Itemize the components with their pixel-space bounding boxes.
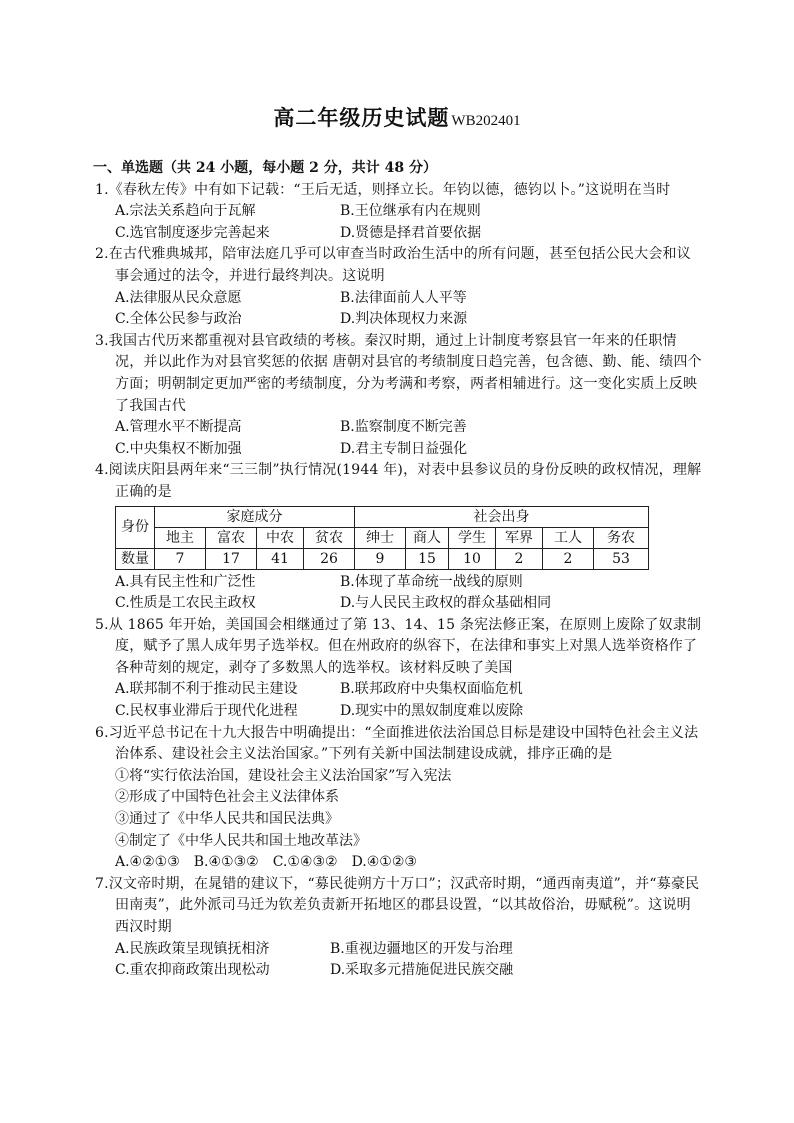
option-a: A.民族政策呈现镇抚相济 xyxy=(115,940,270,957)
table-column-header: 地主 xyxy=(155,527,206,548)
option-c: C.选官制度逐步完善起来 xyxy=(115,224,270,241)
option-d: D.君主专制日益强化 xyxy=(340,440,468,457)
question-4 xyxy=(95,460,705,614)
question-6 xyxy=(95,723,705,874)
option-a: A.法律服从民众意愿 xyxy=(115,289,242,306)
exam-title-text: 高二年级历史试题 xyxy=(273,105,450,130)
section-heading: 一、单选题（共 24 小题，每小题 2 分，共计 48 分） xyxy=(93,160,437,176)
option-b: B.王位继承有内在规则 xyxy=(340,203,481,220)
statement-list xyxy=(95,766,705,852)
option-a: A.宗法关系趋向于瓦解 xyxy=(115,203,256,220)
table-column-header: 务农 xyxy=(594,527,649,548)
question-stem: 2.在古代雅典城邦，陪审法庭几乎可以审查当时政治生活中的所有问题，甚至包括公民大会和议事会通过的法令，并进行最终判决。这说明 xyxy=(95,246,691,284)
table-column-header: 工人 xyxy=(543,527,594,548)
question-stem: 1.《春秋左传》中有如下记载：“王后无适，则择立长。年钧以德，德钧以卜。”这说明在当时 xyxy=(95,181,671,198)
exam-content xyxy=(95,158,705,982)
option-d: D.贤德是择君首要依据 xyxy=(340,224,482,241)
answer-options xyxy=(95,679,705,722)
table-cell: 10 xyxy=(449,548,496,569)
table-group-header: 社会出身 xyxy=(355,506,649,527)
table-cell: 15 xyxy=(406,548,449,569)
option-b: B.联邦政府中央集权面临危机 xyxy=(340,681,523,698)
option-d: D.与人民民主政权的群众基础相同 xyxy=(340,595,552,612)
statement-item: ④制定了《中华人民共和国土地改革法》 xyxy=(115,832,367,849)
question-1 xyxy=(95,180,705,245)
table-column-header: 商人 xyxy=(406,527,449,548)
question-stem: 6.习近平总书记在十九大报告中明确提出：“全面推进依法治国总目标是建设中国特色社会主义法治体系、建设社会主义法治国家。”下列有关新中国法制建设成就，排序正确的是 xyxy=(95,724,699,763)
table-cell: 26 xyxy=(304,548,355,569)
table-cell: 41 xyxy=(257,548,304,569)
table-cell: 7 xyxy=(155,548,206,569)
option-d: D.判决体现权力来源 xyxy=(340,311,468,328)
option-b: B.体现了革命统一战线的原则 xyxy=(340,573,523,590)
table-row-label: 数量 xyxy=(116,548,155,569)
answer-options xyxy=(95,939,705,982)
question-3 xyxy=(95,331,705,461)
answer-options xyxy=(95,417,705,460)
option-c: C.重农抑商政策出现松动 xyxy=(115,962,270,979)
table-row-header: 身份 xyxy=(116,506,155,548)
answer-options xyxy=(95,288,705,331)
question-stem: 7.汉文帝时期，在晁错的建议下，“募民徙朔方十万口”；汉武帝时期，“通西南夷道”，并“募豪民田南夷”，此外派司马迁为钦差负责新开拓地区的郡县设置，“以其故俗治，毋赋税”。这说明西汉时期 xyxy=(95,875,700,935)
table-column-header: 学生 xyxy=(449,527,496,548)
answer-options: A.④②①③ B.④①③② C.①④③② D.④①②③ xyxy=(115,854,417,871)
option-c: C.全体公民参与政治 xyxy=(115,311,242,328)
option-d: D.现实中的黑奴制度难以废除 xyxy=(340,703,524,720)
option-d: D.采取多元措施促进民族交融 xyxy=(330,962,514,979)
option-c: C.性质是工农民主政权 xyxy=(115,595,256,612)
table-column-header: 贫农 xyxy=(304,527,355,548)
council-identity-table xyxy=(115,506,649,570)
table-column-header: 绅士 xyxy=(355,527,406,548)
table-cell: 9 xyxy=(355,548,406,569)
option-c: C.民权事业滞后于现代化进程 xyxy=(115,703,298,720)
option-b: B.监察制度不断完善 xyxy=(340,419,467,436)
answer-options xyxy=(95,201,705,244)
table-cell: 2 xyxy=(543,548,594,569)
table-group-header: 家庭成分 xyxy=(155,506,355,527)
question-stem: 3.我国古代历来都重视对县官政绩的考核。秦汉时期，通过上计制度考察县官一年来的任职情况，并以此作为对县官奖惩的依据 唐朝对县官的考绩制度日趋完善，包含德、勤、能、绩四个方面；明朝制定更加严密的考绩制度，分为考满和考察，两者相辅进行。这一变化实质上反映了我国古代 xyxy=(95,332,702,414)
table-column-header: 富农 xyxy=(206,527,257,548)
table-cell: 53 xyxy=(594,548,649,569)
question-stem: 4.阅读庆阳县两年来“三三制”执行情况(1944 年)，对表中县参议员的身份反映的政权情况，理解正确的是 xyxy=(95,462,702,500)
statement-item: ②形成了中国特色社会主义法律体系 xyxy=(115,789,339,806)
option-a: A.具有民主性和广泛性 xyxy=(115,573,256,590)
table-cell: 17 xyxy=(206,548,257,569)
table-column-header: 中农 xyxy=(257,527,304,548)
exam-title xyxy=(0,102,794,132)
exam-code: WB202401 xyxy=(451,113,521,129)
question-2 xyxy=(95,244,705,330)
option-b: B.法律面前人人平等 xyxy=(340,289,467,306)
option-b: B.重视边疆地区的开发与治理 xyxy=(330,940,513,957)
question-5 xyxy=(95,615,705,723)
table-column-header: 军界 xyxy=(496,527,543,548)
answer-options xyxy=(95,572,705,615)
statement-item: ③通过了《中华人民共和国民法典》 xyxy=(115,811,339,828)
table-cell: 2 xyxy=(496,548,543,569)
option-a: A.联邦制不利于推动民主建设 xyxy=(115,681,298,698)
question-7 xyxy=(95,874,705,982)
option-c: C.中央集权不断加强 xyxy=(115,440,242,457)
option-a: A.管理水平不断提高 xyxy=(115,419,242,436)
statement-item: ①将“实行依法治国，建设社会主义法治国家”写入宪法 xyxy=(115,767,452,784)
question-stem: 5.从 1865 年开始，美国国会相继通过了第 13、14、15 条宪法修正案，在原则上废除了奴隶制度，赋予了黑人成年男子选举权。但在州政府的纵容下，在法律和事实上对黑人选举资格作了各种苛刻的规定，剥夺了多数黑人的选举权。该材料反映了美国 xyxy=(95,616,702,676)
